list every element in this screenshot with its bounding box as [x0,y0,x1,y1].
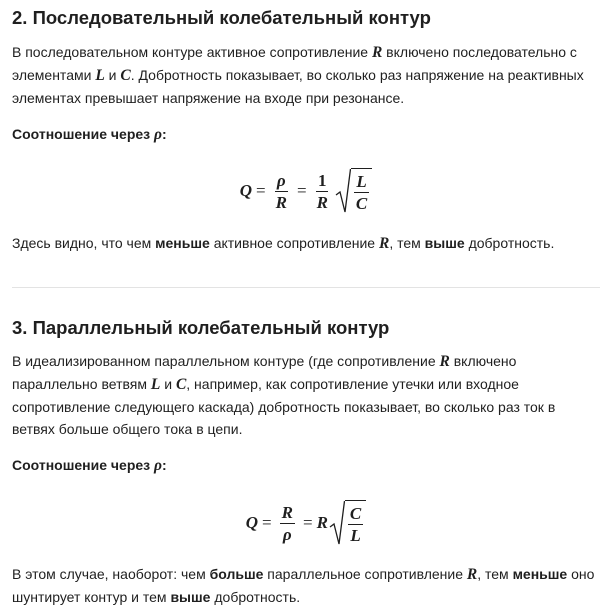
fraction-R-over-rho: $\frac{R}{\rho}$ [281,502,293,544]
section2-intro-paragraph: В последовательном контуре активное сопротивление R включено последовательно с элементами L и C. Добротность показывает, во сколько раз напряжение на реактивных элементах превышает напряжение на входе при резонансе. [12,44,584,106]
section2-formula: Q = $\frac{\rho}{R}$ = $\frac{1}{R}$ $\frac{L}{C}$ [0,162,612,220]
var-L: L [95,67,105,84]
section2-conclusion-paragraph: Здесь видно, что чем меньше активное сопротивление R, тем выше добротность. [12,235,555,252]
section3-conclusion-paragraph: В этом случае, наоборот: чем больше параллельное сопротивление R, тем меньше оно шунтирует контур и тем выше добротность. [12,566,595,605]
var-L: L [150,376,161,393]
section3-relation-label: Соотношение через ρ: [12,457,167,474]
var-C: C [120,67,131,84]
var-R: R [371,44,383,61]
var-C: C [175,376,187,393]
radical-sign-icon [329,500,345,546]
section3-formula: Q = $\frac{R}{\rho}$ = R $\frac{C}{L}$ [0,494,612,552]
section3-heading: 3. Параллельный колебательный контур [12,317,390,338]
section2-relation-label: Соотношение через ρ: [12,126,167,143]
section3-intro-paragraph: В идеализированном параллельном контуре (где сопротивление R включено параллельно ветвям L и C, например, как сопротивление утечки или входное сопротивление следующего каскада) добротность показывает, во сколько раз ток в ветвях больше общего тока в цепи. [12,353,556,437]
section-divider [12,287,600,288]
fraction-one-over-R: $\frac{1}{R}$ [316,170,328,212]
radical-sign-icon [335,168,351,214]
var-R: R [439,353,450,370]
sqrt-C-over-L: $\frac{C}{L}$ [329,500,366,546]
section2-heading: 2. Последовательный колебательный контур [12,7,431,28]
fraction-rho-over-R: $\frac{\rho}{R}$ [275,170,287,212]
sqrt-L-over-C: $\frac{L}{C}$ [335,168,372,214]
